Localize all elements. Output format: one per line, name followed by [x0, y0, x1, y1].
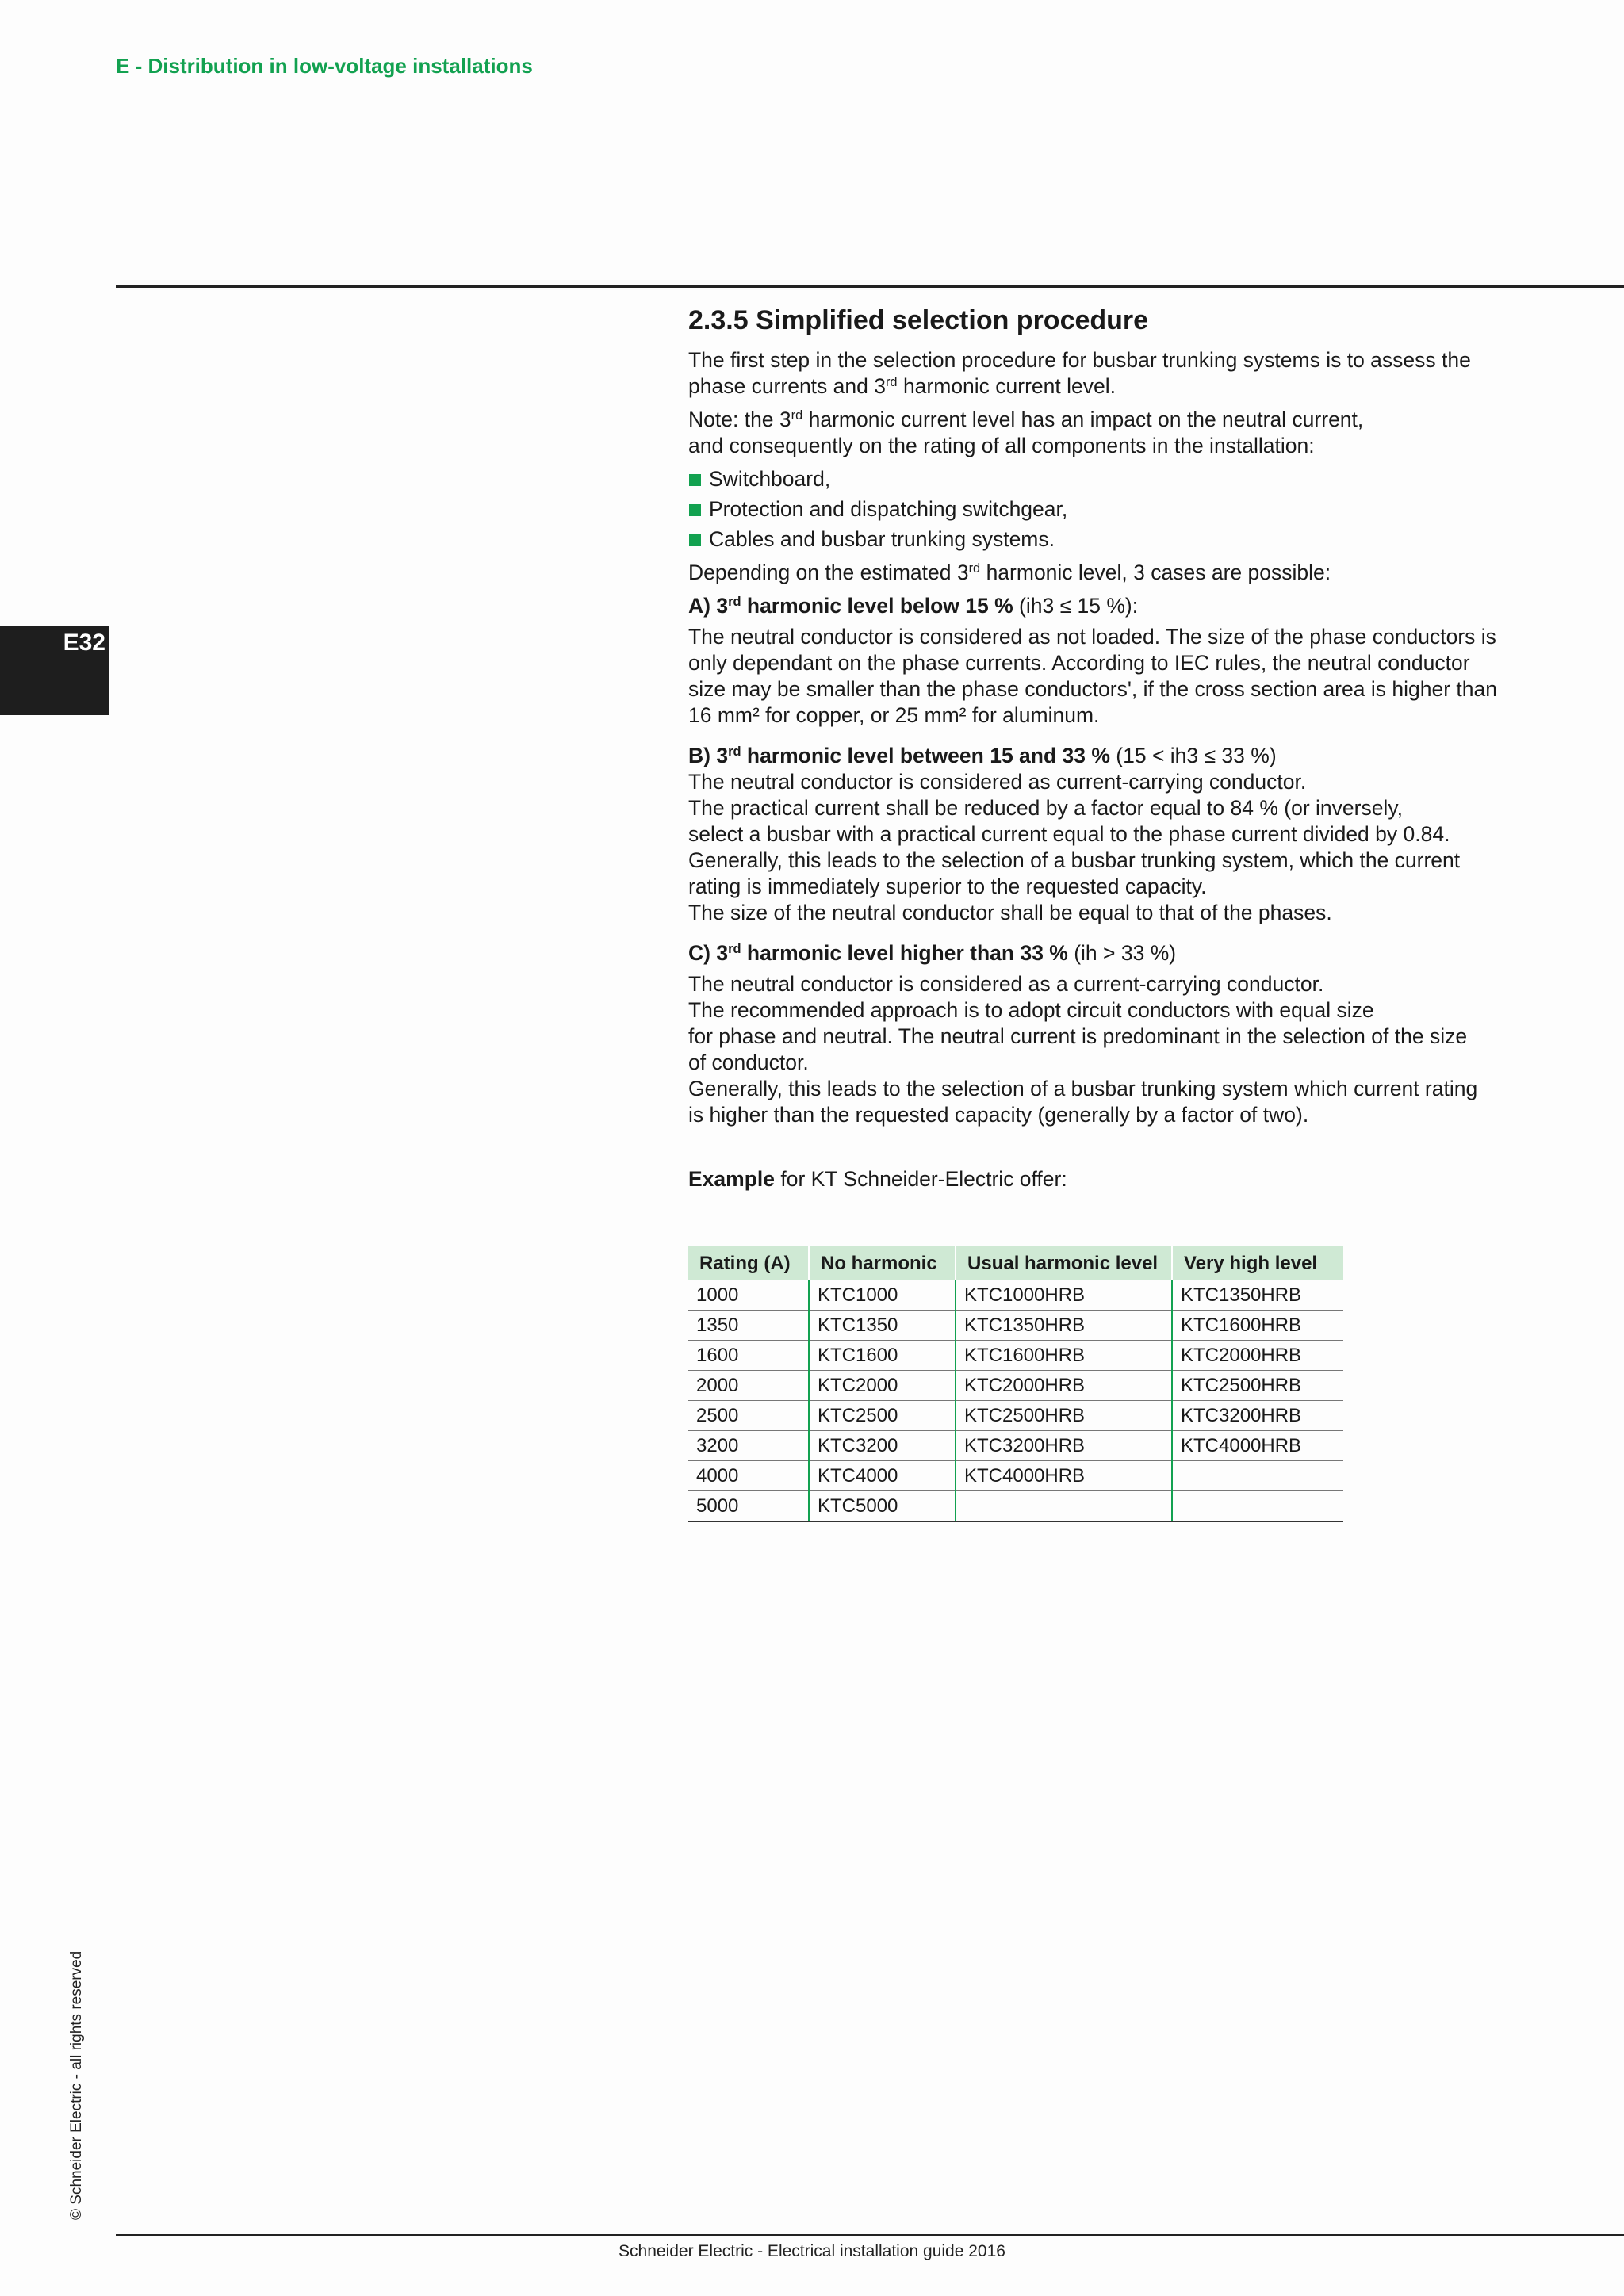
table-row	[688, 1280, 1343, 1311]
table-cell: KTC1000	[809, 1280, 956, 1311]
table-cell: KTC4000HRB	[1172, 1431, 1343, 1461]
table-cell: KTC1600HRB	[956, 1341, 1172, 1371]
table-cell: KTC2000	[809, 1371, 956, 1401]
table-cell: 3200	[688, 1431, 809, 1461]
table-row	[688, 1371, 1343, 1401]
column-header: Rating (A)	[688, 1246, 809, 1280]
column-header: Very high level	[1172, 1246, 1343, 1280]
table-cell: KTC4000HRB	[956, 1461, 1172, 1491]
list-item: Protection and dispatching switchgear,	[688, 496, 1513, 522]
table-row	[688, 1401, 1343, 1431]
table-cell	[1172, 1461, 1343, 1491]
list-item: Switchboard,	[688, 466, 1513, 492]
table-cell	[1172, 1491, 1343, 1522]
main-content	[688, 303, 1513, 1522]
table-cell: KTC5000	[809, 1491, 956, 1522]
table-cell: KTC1600	[809, 1341, 956, 1371]
case-a-heading: A) 3rd harmonic level below 15 % (ih3 ≤ 15 %):	[688, 594, 1139, 618]
table-cell: KTC2500HRB	[956, 1401, 1172, 1431]
table-cell: KTC1350HRB	[956, 1311, 1172, 1341]
table-row	[688, 1461, 1343, 1491]
list-item: Cables and busbar trunking systems.	[688, 526, 1513, 553]
cases-intro: Depending on the estimated 3rd harmonic level, 3 cases are possible:	[688, 561, 1331, 584]
section-title: 2.3.5 Simplified selection procedure	[688, 305, 1149, 335]
table-cell: KTC4000	[809, 1461, 956, 1491]
busbar-selection-table	[688, 1246, 1343, 1522]
header-divider	[116, 285, 1624, 288]
table-cell: KTC2000HRB	[956, 1371, 1172, 1401]
table-cell: 4000	[688, 1461, 809, 1491]
table-row	[688, 1491, 1343, 1522]
case-b-heading: B) 3rd harmonic level between 15 and 33 % (15 < ih3 ≤ 33 %)	[688, 744, 1277, 767]
chapter-header: E - Distribution in low-voltage installations	[116, 54, 533, 78]
table-cell: KTC3200	[809, 1431, 956, 1461]
case-c-heading: C) 3rd harmonic level higher than 33 % (ih > 33 %)	[688, 941, 1177, 965]
column-header: No harmonic	[809, 1246, 956, 1280]
page-number-tab	[0, 626, 109, 715]
table-cell: KTC1000HRB	[956, 1280, 1172, 1311]
table-row	[688, 1341, 1343, 1371]
table-cell	[956, 1491, 1172, 1522]
table-cell: KTC2500HRB	[1172, 1371, 1343, 1401]
table-cell: 1000	[688, 1280, 809, 1311]
table-cell: 1600	[688, 1341, 809, 1371]
component-list	[688, 466, 1513, 553]
case-a-body: The neutral conductor is considered as not loaded. The size of the phase conductors is only dependant on the phase currents. According to IEC rules, the neutral conductor size may be smaller than the phase conductors', if the cross section area is higher than 16 mm² for copper, or 25 mm² for aluminum.	[688, 625, 1497, 727]
column-header: Usual harmonic level	[956, 1246, 1172, 1280]
table-row	[688, 1431, 1343, 1461]
table-cell: 2000	[688, 1371, 809, 1401]
page-footer: Schneider Electric - Electrical installation guide 2016	[619, 2242, 1005, 2260]
table-cell: KTC3200HRB	[1172, 1401, 1343, 1431]
table-header-row	[688, 1246, 1343, 1280]
intro-paragraph: The first step in the selection procedure for busbar trunking systems is to assess the phase currents and 3rd harmonic current level.	[688, 348, 1471, 398]
table-cell: 2500	[688, 1401, 809, 1431]
table-cell: 5000	[688, 1491, 809, 1522]
square-bullet-icon	[689, 504, 701, 516]
table-cell: KTC2000HRB	[1172, 1341, 1343, 1371]
table-cell: 1350	[688, 1311, 809, 1341]
footer-divider	[116, 2234, 1624, 2236]
square-bullet-icon	[689, 474, 701, 486]
table-row	[688, 1311, 1343, 1341]
example-caption: Example for KT Schneider-Electric offer:	[688, 1167, 1067, 1191]
case-c-body: The neutral conductor is considered as a current-carrying conductor. The recommended approach is to adopt circuit conductors with equal size for phase and neutral. The neutral current is predominant in the selection of the size of conductor. Generally, this leads to the selection of a busbar trunking system which current rating is higher than the requested capacity (generally by a factor of two).	[688, 972, 1478, 1127]
case-b-body: The neutral conductor is considered as current-carrying conductor. The practical current shall be reduced by a factor equal to 84 % (or inversely, select a busbar with a practical current equal to the phase current divided by 0.84. Generally, this leads to the selection of a busbar trunking system, which the current rating is immediately superior to the requested capacity. The size of the neutral conductor shall be equal to that of the phases.	[688, 770, 1461, 924]
table-cell: KTC2500	[809, 1401, 956, 1431]
square-bullet-icon	[689, 534, 701, 546]
table-cell: KTC1350HRB	[1172, 1280, 1343, 1311]
note-paragraph: Note: the 3rd harmonic current level has an impact on the neutral current, and consequently on the rating of all components in the installation:	[688, 408, 1364, 457]
page-number: E32	[63, 629, 105, 656]
table-cell: KTC1600HRB	[1172, 1311, 1343, 1341]
table-cell: KTC3200HRB	[956, 1431, 1172, 1461]
copyright-notice: © Schneider Electric - all rights reserved	[68, 1950, 85, 2220]
table-cell: KTC1350	[809, 1311, 956, 1341]
